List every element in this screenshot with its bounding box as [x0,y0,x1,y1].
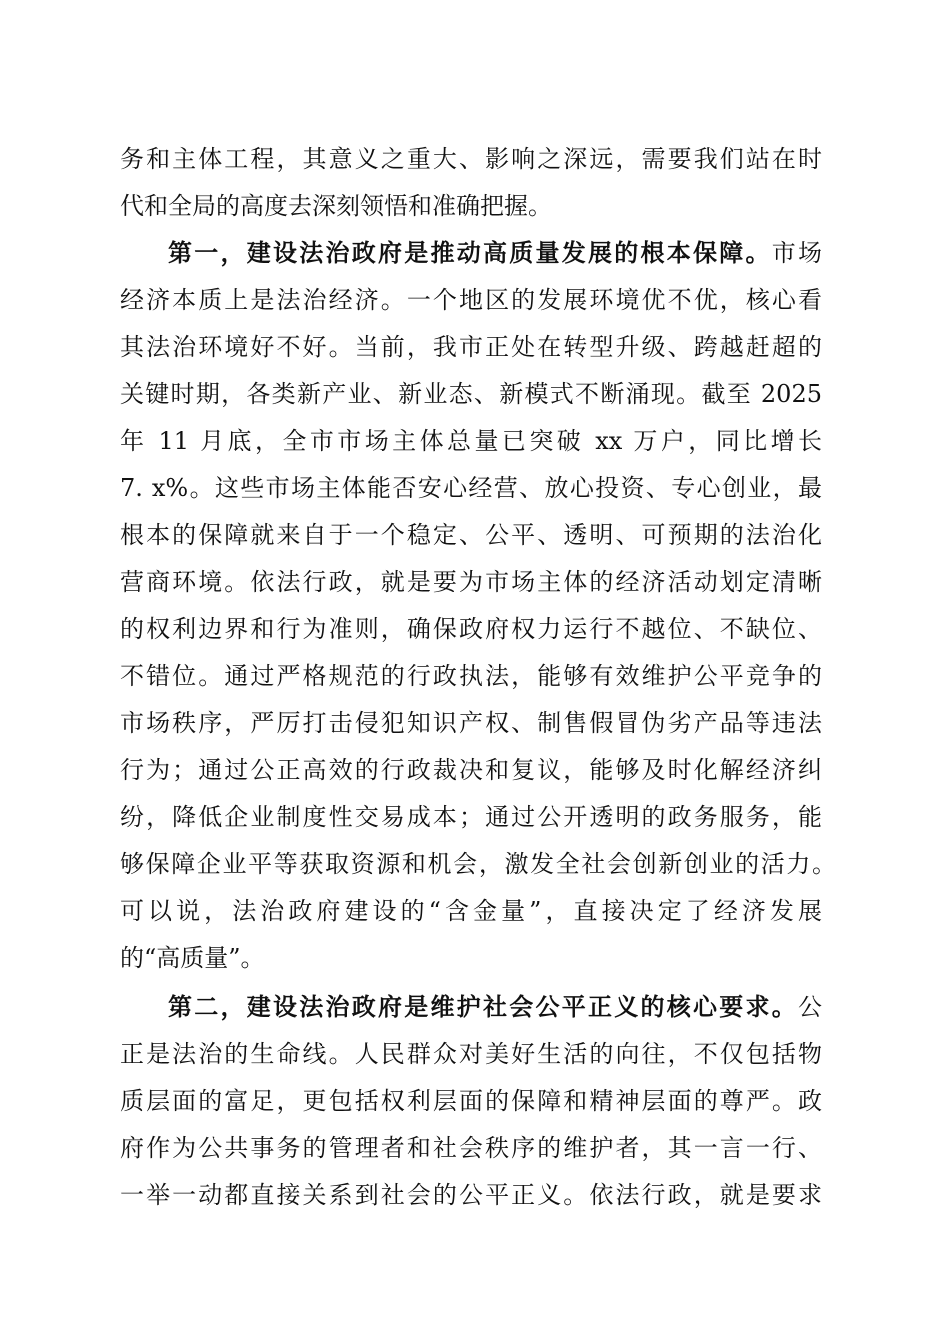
body-text-line: 不错位。通过严格规范的行政执法，能够有效维护公平竞争的 [120,662,822,690]
body-text-line: 正是法治的生命线。人民群众对美好生活的向往，不仅包括物 [120,1040,822,1068]
body-text-line: 根本的保障就来自于一个稳定、公平、透明、可预期的法治化 [120,521,822,549]
body-text-line: 市场秩序，严厉打击侵犯知识产权、制售假冒伪劣产品等违法 [120,709,822,737]
body-text-line: 年 11 月底，全市市场主体总量已突破 xx 万户，同比增长 [120,427,822,455]
paragraph-1-heading: 第一，建设法治政府是推动高质量发展的根本保障。 [168,238,772,267]
body-text-line: 其法治环境好不好。当前，我市正处在转型升级、跨越赶超的 [120,333,822,361]
body-text-line: 的权利边界和行为准则，确保政府权力运行不越位、不缺位、 [120,615,822,643]
paragraph-1-first-line [168,235,822,271]
body-text-line: 的“高质量”。 [120,944,265,972]
body-text-line: 营商环境。依法行政，就是要为市场主体的经济活动划定清晰 [120,568,822,596]
body-text-line: 代和全局的高度去深刻领悟和准确把握。 [120,192,552,220]
body-text-line: 经济本质上是法治经济。一个地区的发展环境优不优，核心看 [120,286,822,314]
paragraph-1-first-line-rest: 市场 [771,239,822,267]
paragraph-2-heading: 第二，建设法治政府是维护社会公平正义的核心要求。 [168,992,798,1021]
body-text-line: 关键时期，各类新产业、新业态、新模式不断涌现。截至 2025 [120,380,822,408]
paragraph-2-first-line-rest: 公 [798,993,822,1021]
body-text-line: 务和主体工程，其意义之重大、影响之深远，需要我们站在时 [120,145,822,173]
body-text-line: 7. x%。这些市场主体能否安心经营、放心投资、专心创业，最 [120,474,822,502]
body-text-line: 纷，降低企业制度性交易成本；通过公开透明的政务服务，能 [120,803,822,831]
body-text-line: 质层面的富足，更包括权利层面的保障和精神层面的尊严。政 [120,1087,822,1115]
body-text-line: 够保障企业平等获取资源和机会，激发全社会创新创业的活力。 [120,850,836,878]
body-text-line: 可以说，法治政府建设的“含金量”，直接决定了经济发展 [120,897,822,925]
paragraph-2-first-line [168,989,822,1025]
body-text-line: 一举一动都直接关系到社会的公平正义。依法行政，就是要求 [120,1181,822,1209]
body-text-line: 行为；通过公正高效的行政裁决和复议，能够及时化解经济纠 [120,756,822,784]
body-text-line: 府作为公共事务的管理者和社会秩序的维护者，其一言一行、 [120,1134,822,1162]
